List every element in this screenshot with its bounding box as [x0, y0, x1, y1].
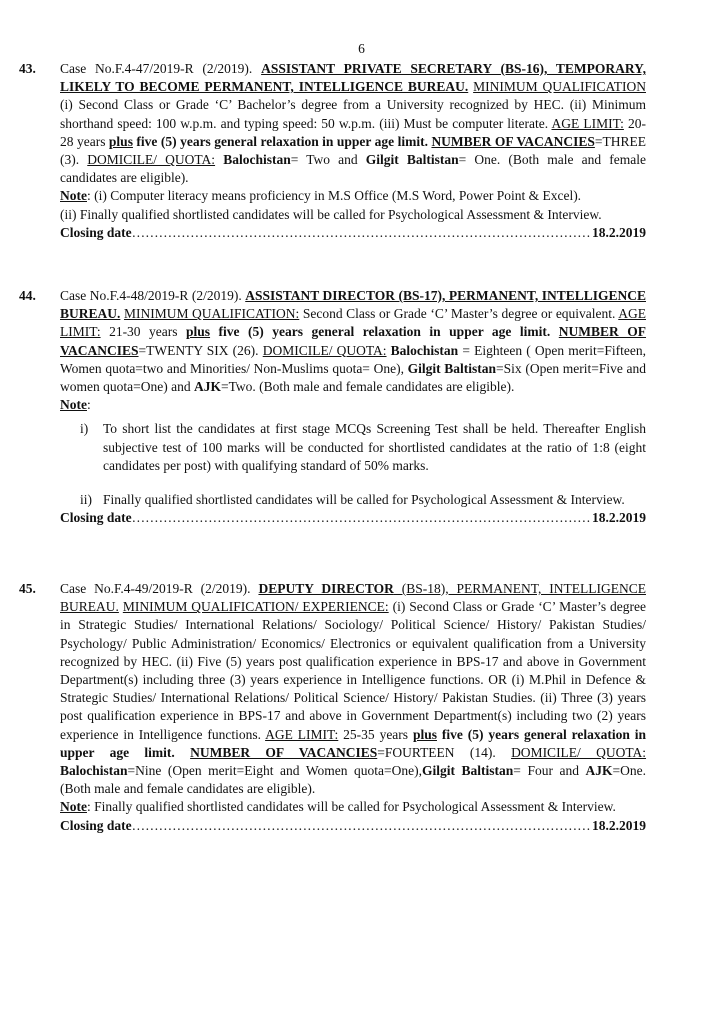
- note-text: : Finally qualified shortlisted candidates will be called for Psychological Assessment & Interview.: [87, 799, 616, 815]
- closing-date-value: 18.2.2019: [592, 224, 646, 240]
- note-label: Note: [60, 188, 87, 204]
- dot-leader: [132, 224, 590, 242]
- min-qualification-label: MINIMUM QUALIFICATION/ EXPERIENCE:: [122, 599, 389, 615]
- dot-leader: [132, 509, 590, 527]
- note-line: [60, 798, 646, 816]
- note-line: [60, 187, 646, 205]
- case-body: [60, 60, 646, 242]
- domicile-part: = Eighteen ( Open merit=Fifteen, Women quota=two and Minorities/ Non-Muslims quota= One),: [60, 342, 646, 376]
- plus-word: plus: [108, 133, 133, 149]
- post-title-rest: (BS-18), PERMANENT, INTELLIGENCE BUREAU.: [60, 581, 646, 615]
- relaxation-text: five (5) years general relaxation in upper age limit.: [60, 726, 646, 760]
- case-body: [60, 580, 646, 835]
- note-item-text: Finally qualified shortlisted candidates will be called for Psychological Assessment & Interview.: [103, 492, 625, 508]
- case-description: [60, 287, 646, 396]
- domicile-label: DOMICILE/ QUOTA:: [511, 744, 647, 760]
- post-title: DEPUTY DIRECTOR: [258, 581, 394, 596]
- post-title: ASSISTANT PRIVATE SECRETARY (BS-16), TEMPORARY, LIKELY TO BECOME PERMANENT, INTELLIGENCE BUREAU.: [60, 61, 646, 95]
- min-qualification-text: (i) Second Class or Grade ‘C’ Master’s degree in Strategic Studies/ International Relations/ Sociology/ Political Science/ History/ Pakistan Studies/ Psychology/ Public Administration/ Economics/ Electronics or equivalent qualification from a University recognized by HEC. (ii) Five (5) years post qualification experience in BPS-17 and above in Government Department(s) including three (3) years experience in Intelligence functions. OR (i) M.Phil in Defence & Strategic Studies/ International Relations/ Political Science/ History/ Pakistan Studies. (ii) Three (3) years post qualification experience in BPS-17 and above in Government Department(s) including two (2) years experience in Intelligence functions.: [60, 599, 647, 742]
- vacancies-label: NUMBER OF VACANCIES: [190, 744, 378, 760]
- note-label: Note: [60, 397, 87, 413]
- closing-date-label: Closing date: [60, 510, 132, 526]
- note-colon: :: [87, 397, 91, 413]
- domicile-part: = One. (Both male and female candidates are eligible).: [60, 152, 647, 186]
- post-title: ASSISTANT DIRECTOR (BS-17), PERMANENT, INTELLIGENCE BUREAU.: [60, 288, 646, 322]
- note-item: [60, 420, 646, 475]
- age-limit-text: 25-35 years: [338, 726, 413, 742]
- closing-date-value: 18.2.2019: [592, 510, 646, 526]
- closing-date-value: 18.2.2019: [592, 817, 646, 833]
- relaxation-text: five (5) years general relaxation in upper age limit.: [210, 324, 551, 340]
- note-item: [60, 491, 646, 509]
- domicile-part: =Nine (Open merit=Eight and Women quota=One),: [127, 763, 422, 779]
- domicile-part: Gilgit Baltistan: [365, 152, 459, 168]
- domicile-part: =One. (Both male and female candidates are eligible).: [60, 763, 646, 797]
- age-limit-text: 20-28 years: [60, 115, 646, 149]
- min-qualification-label: MINIMUM QUALIFICATION:: [123, 306, 300, 322]
- note-item-text: To short list the candidates at first stage MCQs Screening Test shall be held. Thereafter English subjective test of 100 marks will be conducted for shortlisted candidates at the ratio of 1:8 (eight candidates per post) with qualifying standard of 50% marks.: [103, 421, 646, 473]
- plus-word: plus: [412, 726, 437, 742]
- note-line: (ii) Finally qualified shortlisted candidates will be called for Psychological Assessment & Interview.: [60, 206, 602, 222]
- case-number: 44.: [19, 288, 36, 303]
- case-number: 43.: [19, 61, 36, 76]
- vacancies-text: =THREE (3).: [60, 133, 646, 168]
- note-label: Note: [60, 799, 87, 815]
- closing-date-row: [60, 509, 646, 527]
- case-description: [60, 60, 646, 187]
- note-marker: ii): [80, 492, 92, 508]
- note-list: [60, 420, 646, 509]
- plus-word: plus: [186, 324, 211, 340]
- domicile-part: Balochistan: [60, 763, 128, 779]
- domicile-label: DOMICILE/ QUOTA:: [262, 342, 387, 358]
- age-limit-label: AGE LIMIT:: [551, 115, 624, 131]
- relaxation-text: five (5) years general relaxation in upper age limit.: [132, 133, 428, 149]
- dot-leader: [132, 817, 590, 835]
- min-qualification-label: MINIMUM QUALIFICATION: [473, 79, 646, 95]
- case-number: 45.: [19, 581, 36, 596]
- vacancies-text: =FOURTEEN (14).: [377, 744, 496, 760]
- closing-date-label: Closing date: [60, 224, 132, 240]
- case-description: [60, 580, 646, 798]
- domicile-part: Balochistan: [390, 342, 459, 358]
- page-number: 6: [358, 41, 365, 56]
- domicile-part: Gilgit Baltistan: [422, 763, 514, 779]
- note-text: : (i) Computer literacy means proficiency in M.S Office (M.S Word, Power Point & Excel).: [87, 188, 582, 204]
- domicile-part: = Four and: [513, 763, 586, 779]
- domicile-part: [215, 152, 223, 167]
- domicile-part: AJK: [585, 763, 613, 779]
- age-limit-label: AGE LIMIT:: [60, 306, 646, 340]
- note-marker: i): [80, 421, 89, 437]
- case-reference: Case No.F.4-48/2019-R (2/2019).: [60, 288, 242, 303]
- closing-date-row: [60, 817, 646, 835]
- vacancies-label: NUMBER OF VACANCIES: [60, 324, 647, 358]
- closing-date-label: Closing date: [60, 817, 132, 833]
- note-heading: [60, 396, 646, 414]
- min-qualification-text: Second Class or Grade ‘C’ Master’s degree or equivalent.: [299, 306, 616, 322]
- age-limit-label: AGE LIMIT:: [265, 726, 339, 742]
- domicile-part: AJK: [193, 379, 221, 395]
- domicile-part: Gilgit Baltistan: [407, 360, 497, 376]
- domicile-part: Balochistan: [223, 152, 291, 168]
- domicile-part: = Two and: [290, 152, 366, 168]
- domicile-label: DOMICILE/ QUOTA:: [87, 152, 216, 168]
- case-reference: Case No.F.4-49/2019-R (2/2019).: [60, 581, 251, 596]
- closing-date-row: [60, 224, 646, 242]
- case-reference: Case No.F.4-47/2019-R (2/2019).: [60, 61, 253, 76]
- domicile-part: =Two. (Both male and female candidates are eligible).: [220, 379, 515, 395]
- vacancies-text: =TWENTY SIX (26).: [138, 342, 259, 358]
- min-qualification-text: (i) Second Class or Grade ‘C’ Bachelor’s degree from a University recognized by HEC. (ii) Minimum shorthand speed: 100 w.p.m. and typing speed: 50 w.p.m. (iii) Must be computer literate.: [60, 97, 646, 131]
- age-limit-text: 21-30 years: [100, 324, 187, 340]
- vacancies-label: NUMBER OF VACANCIES: [431, 133, 595, 149]
- domicile-part: =Six (Open merit=Five and women quota=One) and: [60, 360, 646, 395]
- case-body: [60, 287, 646, 527]
